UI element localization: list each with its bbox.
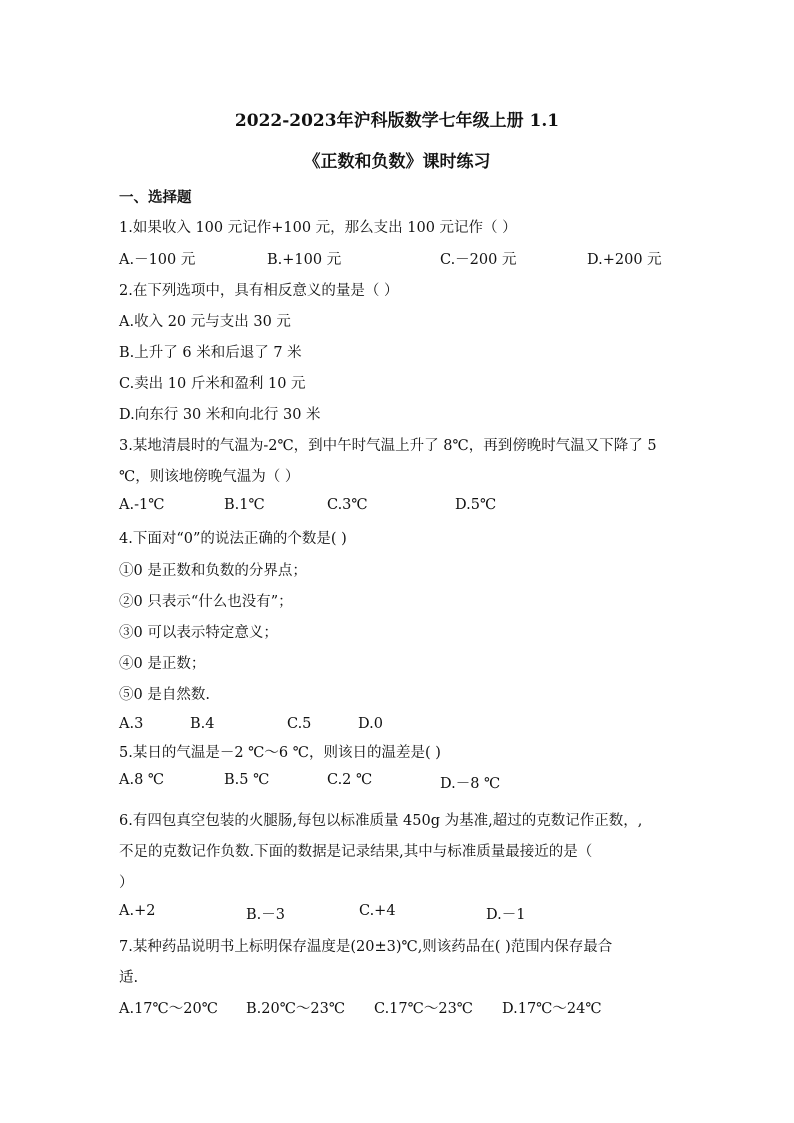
question-4-option-b: B.4 bbox=[190, 716, 215, 732]
question-3-stem-line-1: 3.某地清晨时的气温为-2℃，到中午时气温上升了 8℃，再到傍晚时气温又下降了 5 bbox=[119, 438, 657, 454]
question-3-option-a: A.-1℃ bbox=[119, 497, 165, 513]
question-7-option-a: A.17℃～20℃ bbox=[119, 1001, 218, 1017]
question-3-option-c: C.3℃ bbox=[327, 497, 368, 513]
question-4-statement-4: ④0 是正数； bbox=[119, 656, 206, 672]
question-7-option-b: B.20℃～23℃ bbox=[246, 1001, 346, 1017]
question-3-option-b: B.1℃ bbox=[224, 497, 265, 513]
question-4-option-d: D.0 bbox=[358, 716, 383, 732]
question-1-option-d: D.+200 元 bbox=[587, 252, 662, 268]
question-2-stem: 2.在下列选项中，具有相反意义的量是（ ） bbox=[119, 283, 399, 299]
question-6-stem-line-3: ） bbox=[119, 875, 134, 891]
question-6-stem-line-1: 6.有四包真空包装的火腿肠,每包以标准质量 450g 为基准,超过的克数记作正数，, bbox=[119, 813, 643, 829]
question-5-stem: 5.某日的气温是－2 ℃～6 ℃，则该日的温差是( ) bbox=[119, 745, 441, 761]
question-1-option-b: B.+100 元 bbox=[267, 252, 342, 268]
question-2-option-b: B.上升了 6 米和后退了 7 米 bbox=[119, 345, 302, 361]
question-4-option-c: C.5 bbox=[287, 716, 312, 732]
question-5-option-b: B.5 ℃ bbox=[224, 772, 270, 788]
question-5-option-c: C.2 ℃ bbox=[327, 772, 373, 788]
question-6-option-a: A.+2 bbox=[119, 903, 156, 919]
question-4-statement-2: ②0 只表示“什么也没有”； bbox=[119, 594, 293, 610]
question-1-option-a: A.－100 元 bbox=[119, 252, 196, 268]
question-7-option-c: C.17℃～23℃ bbox=[374, 1001, 474, 1017]
question-7-option-d: D.17℃～24℃ bbox=[502, 1001, 602, 1017]
question-6-option-c: C.+4 bbox=[359, 903, 396, 919]
document-title-line-1: 2022-2023年沪科版数学七年级上册 1.1 bbox=[234, 111, 560, 131]
question-4-statement-5: ⑤0 是自然数. bbox=[119, 687, 210, 703]
question-7-stem-line-2: 适. bbox=[119, 970, 139, 986]
question-6-stem-line-2: 不足的克数记作负数.下面的数据是记录结果,其中与标准质量最接近的是（ bbox=[119, 844, 593, 860]
question-1-option-c: C.－200 元 bbox=[440, 252, 517, 268]
question-3-option-d: D.5℃ bbox=[455, 497, 497, 513]
question-1-stem: 1.如果收入 100 元记作+100 元，那么支出 100 元记作（ ） bbox=[119, 220, 517, 236]
question-2-option-c: C.卖出 10 斤米和盈利 10 元 bbox=[119, 376, 306, 392]
question-2-option-a: A.收入 20 元与支出 30 元 bbox=[119, 314, 291, 330]
question-4-stem: 4.下面对“0”的说法正确的个数是( ) bbox=[119, 531, 347, 547]
question-4-statement-1: ①0 是正数和负数的分界点； bbox=[119, 563, 307, 579]
question-4-statement-3: ③0 可以表示特定意义； bbox=[119, 625, 278, 641]
question-6-option-b: B.－3 bbox=[246, 907, 285, 923]
document-title-line-2: 《正数和负数》课时练习 bbox=[303, 152, 491, 172]
question-4-option-a: A.3 bbox=[119, 716, 144, 732]
question-2-option-d: D.向东行 30 米和向北行 30 米 bbox=[119, 407, 321, 423]
question-5-option-a: A.8 ℃ bbox=[119, 772, 165, 788]
question-6-option-d: D.－1 bbox=[486, 907, 526, 923]
question-5-option-d: D.－8 ℃ bbox=[440, 776, 501, 792]
question-3-stem-line-2: ℃，则该地傍晚气温为（ ） bbox=[119, 469, 300, 485]
question-7-stem-line-1: 7.某种药品说明书上标明保存温度是(20±3)℃,则该药品在( )范围内保存最合 bbox=[119, 939, 613, 955]
section-heading: 一、选择题 bbox=[119, 189, 192, 206]
